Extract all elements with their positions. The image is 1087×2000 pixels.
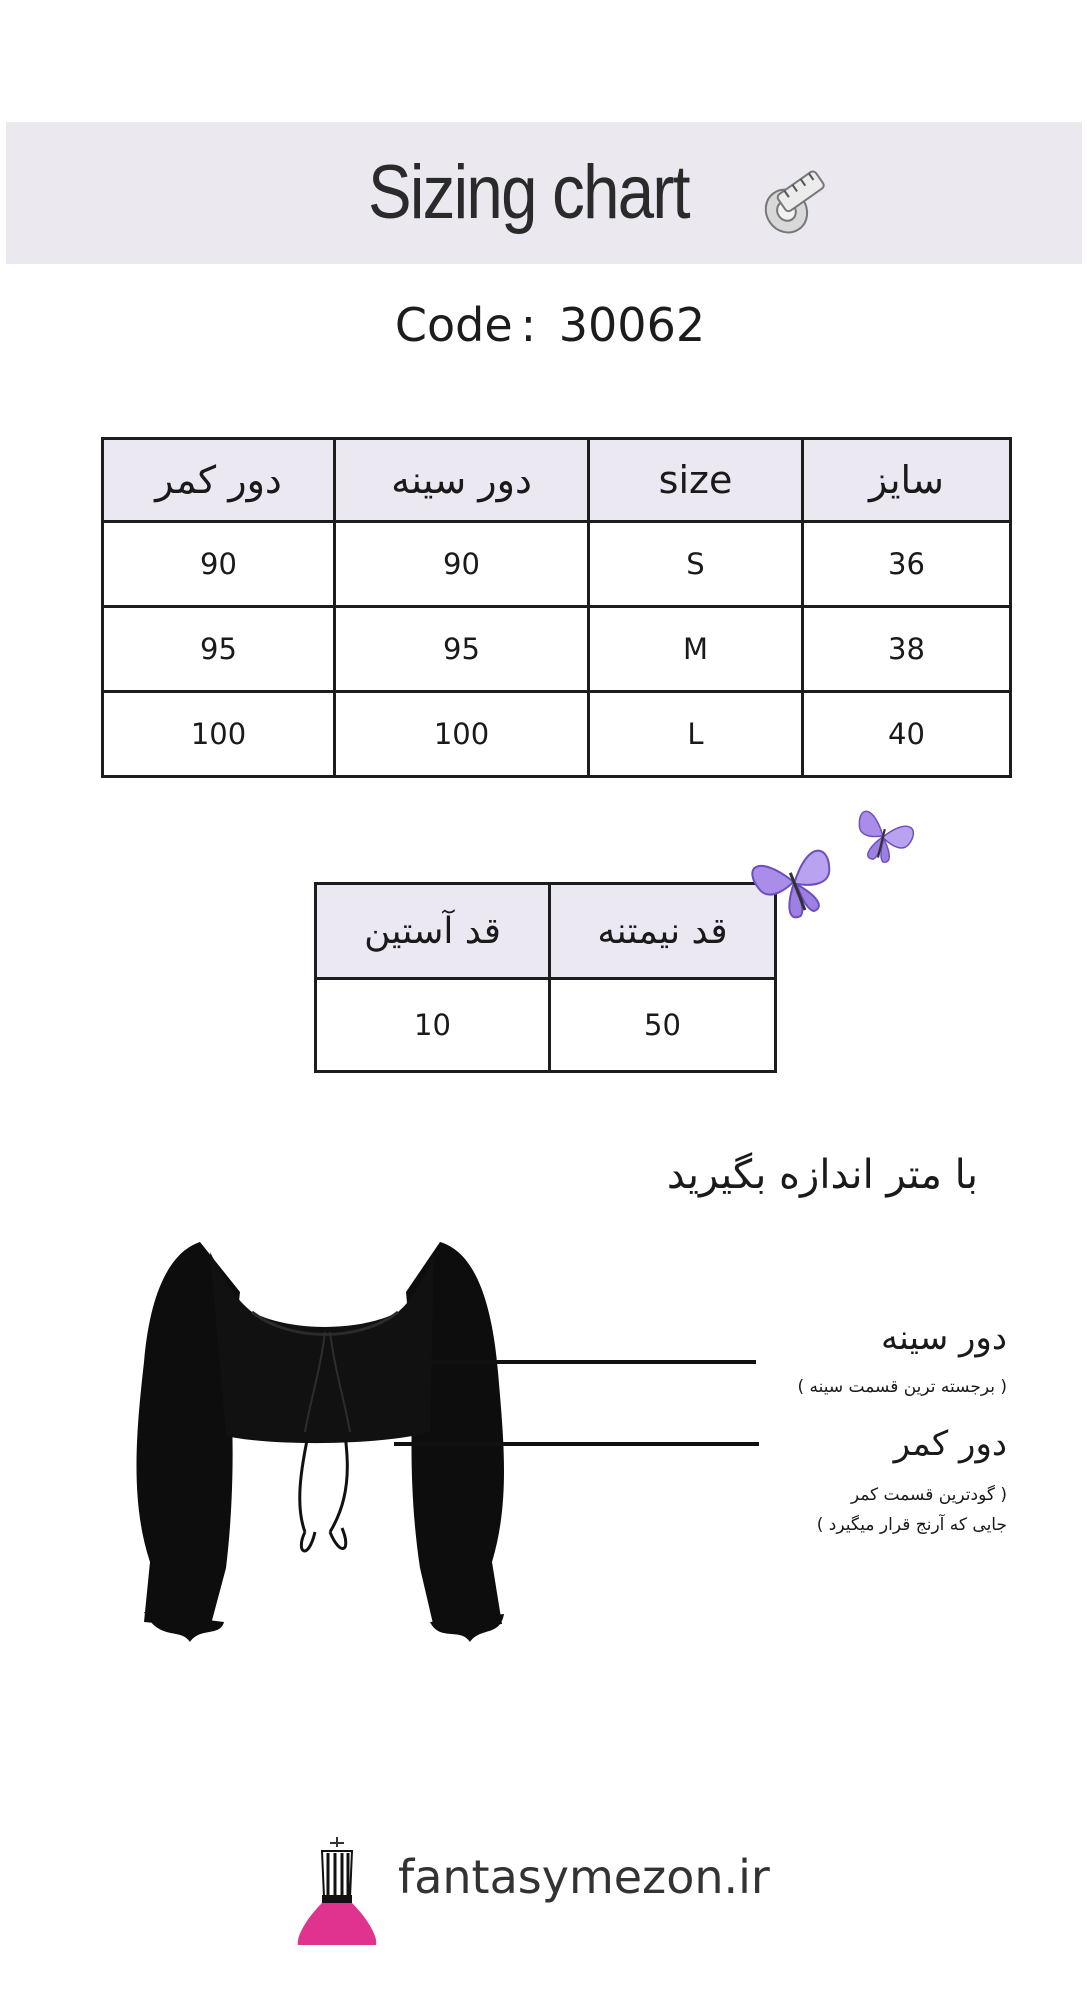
cell-waist: 95 — [103, 607, 335, 692]
waist-note-line1: ( گودترین قسمت کمر — [850, 1485, 1007, 1505]
length-table — [314, 882, 777, 1073]
table-row — [103, 692, 1011, 777]
cell-chest: 95 — [335, 607, 589, 692]
header-chest: دور سینه — [335, 439, 589, 522]
code-label: Code — [394, 298, 513, 352]
size-table — [101, 437, 1012, 778]
table-row — [103, 522, 1011, 607]
header-top-length: قد نیمتنه — [550, 884, 776, 979]
chest-note: ( برجسته ترین قسمت سینه ) — [797, 1377, 1007, 1397]
measure-instruction: با متر اندازه بگیرید — [666, 1152, 978, 1198]
header-sleeve-length: قد آستین — [316, 884, 550, 979]
code-value: 30062 — [558, 298, 706, 352]
cell-size-letter: S — [589, 522, 803, 607]
dress-logo-icon — [292, 1833, 382, 1953]
product-code — [0, 298, 1087, 352]
page-title: Sizing chart — [368, 150, 689, 235]
cell-size-letter: M — [589, 607, 803, 692]
header-size: سایز — [803, 439, 1011, 522]
cell-sleeve-length: 10 — [316, 979, 550, 1072]
cell-top-length: 50 — [550, 979, 776, 1072]
cell-waist: 90 — [103, 522, 335, 607]
cell-size-number: 38 — [803, 607, 1011, 692]
waist-label: دور کمر — [893, 1424, 1007, 1464]
header-waist: دور کمر — [103, 439, 335, 522]
code-separator: : — [520, 298, 537, 352]
butterfly-icon — [850, 800, 918, 870]
cell-size-letter: L — [589, 692, 803, 777]
table-row — [316, 979, 776, 1072]
size-table-header — [103, 439, 1011, 522]
table-row — [103, 607, 1011, 692]
crop-top-illustration — [130, 1232, 530, 1642]
measuring-tape-icon — [752, 155, 842, 245]
butterfly-icon — [748, 832, 840, 928]
chest-label: دور سینه — [880, 1318, 1007, 1358]
site-url: fantasymezon.ir — [398, 1850, 770, 1904]
cell-waist: 100 — [103, 692, 335, 777]
chest-guide-line — [394, 1360, 756, 1364]
waist-note-line2: جایی که آرنج قرار میگیرد ) — [816, 1515, 1007, 1535]
cell-size-number: 36 — [803, 522, 1011, 607]
cell-size-number: 40 — [803, 692, 1011, 777]
header-size-latin: size — [589, 439, 803, 522]
length-table-header — [316, 884, 776, 979]
cell-chest: 90 — [335, 522, 589, 607]
cell-chest: 100 — [335, 692, 589, 777]
